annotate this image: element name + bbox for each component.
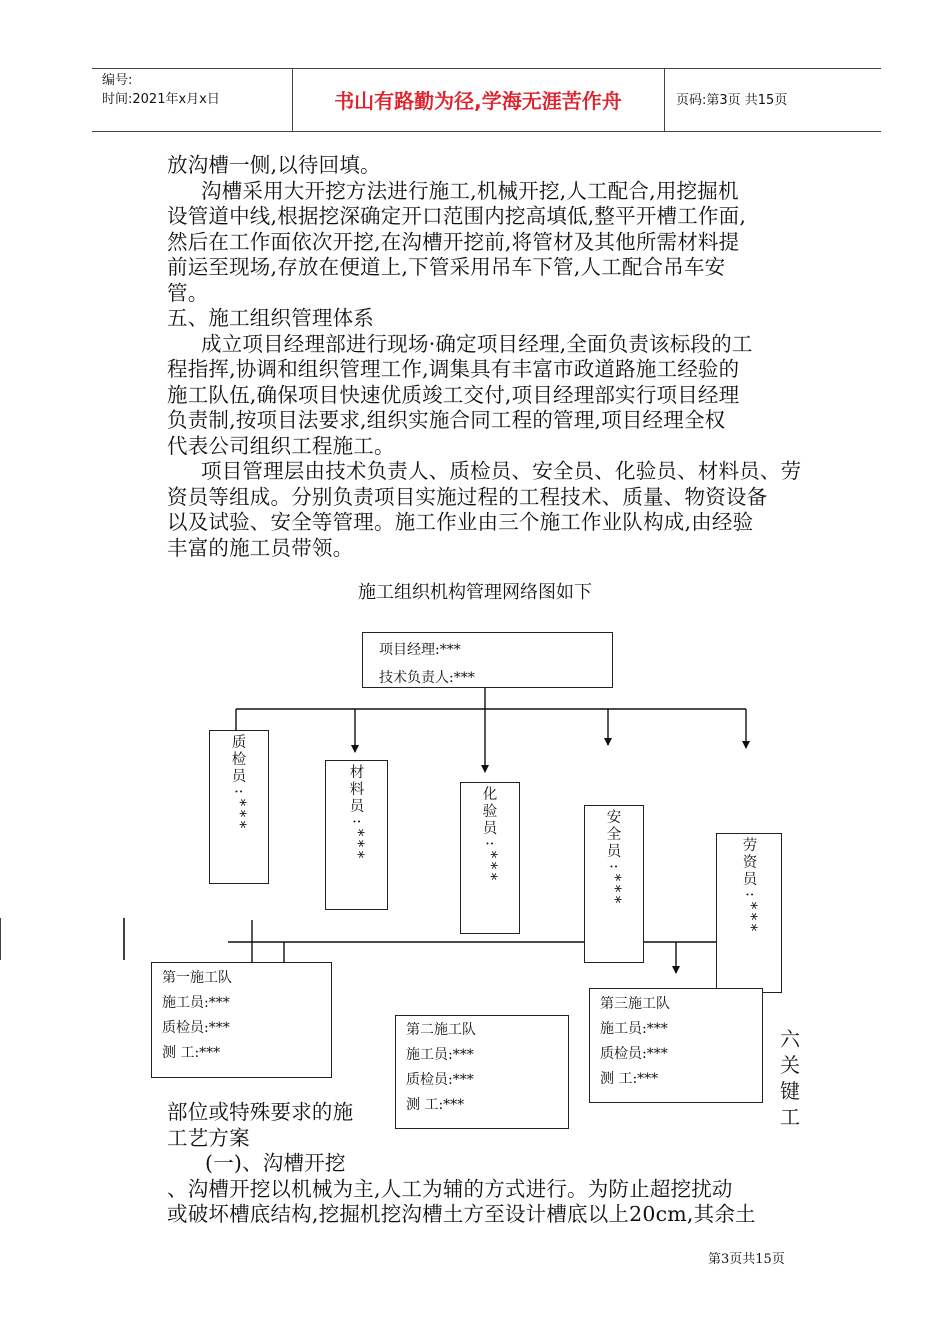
section-heading: 五、施工组织管理体系	[167, 306, 374, 330]
vertical-label-char: *	[349, 850, 366, 859]
subsection-heading: (一)、沟槽开挖	[205, 1151, 346, 1175]
team-1-name: 第一施工队	[162, 970, 232, 986]
paragraph-line: 负责制,按项目法要求,组织实施合同工程的管理,项目经理全权	[167, 408, 726, 432]
vertical-label-char: :	[482, 841, 499, 846]
vertical-label-char: 资	[742, 855, 758, 871]
staff-box-quality	[209, 730, 269, 884]
paragraph-line: 前运至现场,存放在便道上,下管采用吊车下管,人工配合吊车安	[167, 255, 726, 279]
vertical-label-char: 员	[231, 769, 247, 785]
header-motto: 书山有路勤为径,学海无涯苦作舟	[334, 89, 622, 113]
team-1-builder: 施工员:***	[162, 995, 230, 1011]
team-2-name: 第二施工队	[406, 1022, 476, 1038]
team-3-builder: 施工员:***	[600, 1021, 668, 1037]
staff-label-materials	[348, 765, 366, 860]
org-chart-title: 施工组织机构管理网络图如下	[358, 582, 592, 603]
project-manager-box	[362, 632, 613, 688]
vertical-label-char: *	[606, 884, 623, 893]
staff-label-labor	[741, 838, 759, 933]
vertical-label-char: 质	[231, 735, 247, 751]
vertical-label-char: :	[742, 892, 759, 897]
vertical-label-char: 料	[349, 782, 365, 798]
vertical-label-char: *	[742, 901, 759, 910]
team-1-inspector: 质检员:***	[162, 1020, 230, 1036]
section-6-heading: 工艺方案	[167, 1125, 250, 1150]
technical-lead-label: 技术负责人:***	[379, 670, 475, 686]
vertical-label-char: *	[231, 798, 248, 807]
team-3-name: 第三施工队	[600, 996, 670, 1012]
header-number: 编号:	[102, 73, 133, 88]
paragraph-line: 成立项目经理部进行现场·确定项目经理,全面负责该标段的工	[201, 331, 753, 356]
team-1-surveyor: 测 工:***	[162, 1045, 221, 1061]
paragraph-line: 或破坏槽底结构,挖掘机挖沟槽土方至设计槽底以上20cm,其余土	[167, 1202, 756, 1226]
staff-label-quality	[230, 735, 248, 830]
vertical-label-char: *	[482, 850, 499, 859]
vertical-label-char: *	[231, 820, 248, 829]
team-box-3	[589, 988, 763, 1103]
project-manager-label: 项目经理:***	[379, 642, 461, 658]
vertical-label-char: 化	[482, 787, 498, 803]
vertical-label-char: 劳	[742, 838, 758, 854]
paragraph-line: 以及试验、安全等管理。施工作业由三个施工作业队构成,由经验	[167, 510, 754, 534]
vertical-label-char: 全	[606, 827, 622, 843]
team-2-inspector: 质检员:***	[406, 1072, 474, 1088]
paragraph-line: 丰富的施工员带领。	[167, 535, 354, 560]
team-2-surveyor: 测 工:***	[406, 1097, 465, 1113]
staff-box-materials	[325, 760, 388, 910]
header-time: 时间:2021年x月x日	[102, 92, 220, 107]
team-1-details	[162, 966, 232, 1066]
vertical-label-char: 安	[606, 810, 622, 826]
paragraph-line: 管。	[167, 280, 209, 305]
vertical-label-char: *	[742, 923, 759, 932]
vertical-label-char: *	[606, 873, 623, 882]
vertical-char: 键	[780, 1079, 800, 1103]
vertical-char: 工	[780, 1105, 800, 1129]
staff-label-safety	[605, 810, 623, 905]
staff-box-labor	[716, 833, 782, 993]
vertical-label-char: *	[349, 839, 366, 848]
paragraph-line: 项目管理层由技术负责人、质检员、安全员、化验员、材料员、劳	[201, 459, 802, 483]
page-footer: 第3页共15页	[708, 1252, 785, 1267]
vertical-label-char: *	[606, 895, 623, 904]
vertical-label-char: *	[482, 872, 499, 881]
paragraph-line: 施工队伍,确保项目快速优质竣工交付,项目经理部实行项目经理	[167, 382, 740, 407]
paragraph-line: 、沟槽开挖以机械为主,人工为辅的方式进行。为防止超挖扰动	[167, 1176, 733, 1201]
vertical-label-char: 验	[482, 804, 498, 820]
staff-label-lab	[481, 787, 499, 882]
vertical-label-char: *	[349, 828, 366, 837]
vertical-label-char: 材	[349, 765, 365, 781]
paragraph-line: 程指挥,协调和组织管理工作,调集具有丰富市政道路施工经验的	[167, 357, 740, 381]
vertical-label-char: :	[606, 864, 623, 869]
paragraph-line: 设管道中线,根据挖深确定开口范围内挖高填低,整平开槽工作面,	[167, 204, 747, 228]
vertical-label-char: *	[742, 912, 759, 921]
paragraph-line: 代表公司组织工程施工。	[167, 433, 395, 458]
team-3-details	[600, 992, 670, 1092]
paragraph-line: 然后在工作面依次开挖,在沟槽开挖前,将管材及其他所需材料提	[167, 229, 740, 254]
header-page-number: 页码:第3页 共15页	[676, 93, 788, 108]
vertical-label-char: :	[349, 819, 366, 824]
team-2-builder: 施工员:***	[406, 1047, 474, 1063]
section-6-heading: 部位或特殊要求的施	[167, 1100, 354, 1124]
vertical-label-char: 检	[231, 752, 247, 768]
vertical-label-char: 员	[606, 844, 622, 860]
vertical-char: 关	[780, 1053, 800, 1077]
team-box-1	[151, 962, 332, 1078]
vertical-label-char: 员	[482, 821, 498, 837]
paragraph-line: 放沟槽一侧,以待回填。	[167, 153, 381, 177]
paragraph-line: 沟槽采用大开挖方法进行施工,机械开挖,人工配合,用挖掘机	[201, 178, 739, 203]
team-3-inspector: 质检员:***	[600, 1046, 668, 1062]
section-6-text	[167, 1100, 812, 1228]
vertical-label-char: *	[231, 809, 248, 818]
vertical-char: 六	[780, 1027, 800, 1051]
vertical-label-char: :	[231, 789, 248, 794]
vertical-label-char: 员	[349, 799, 365, 815]
staff-box-lab	[460, 782, 520, 934]
vertical-label-char: 员	[742, 872, 758, 888]
paragraph-line: 资员等组成。分别负责项目实施过程的工程技术、质量、物资设备	[167, 484, 768, 509]
vertical-label-char: *	[482, 861, 499, 870]
team-3-surveyor: 测 工:***	[600, 1071, 659, 1087]
staff-box-safety	[584, 805, 644, 963]
